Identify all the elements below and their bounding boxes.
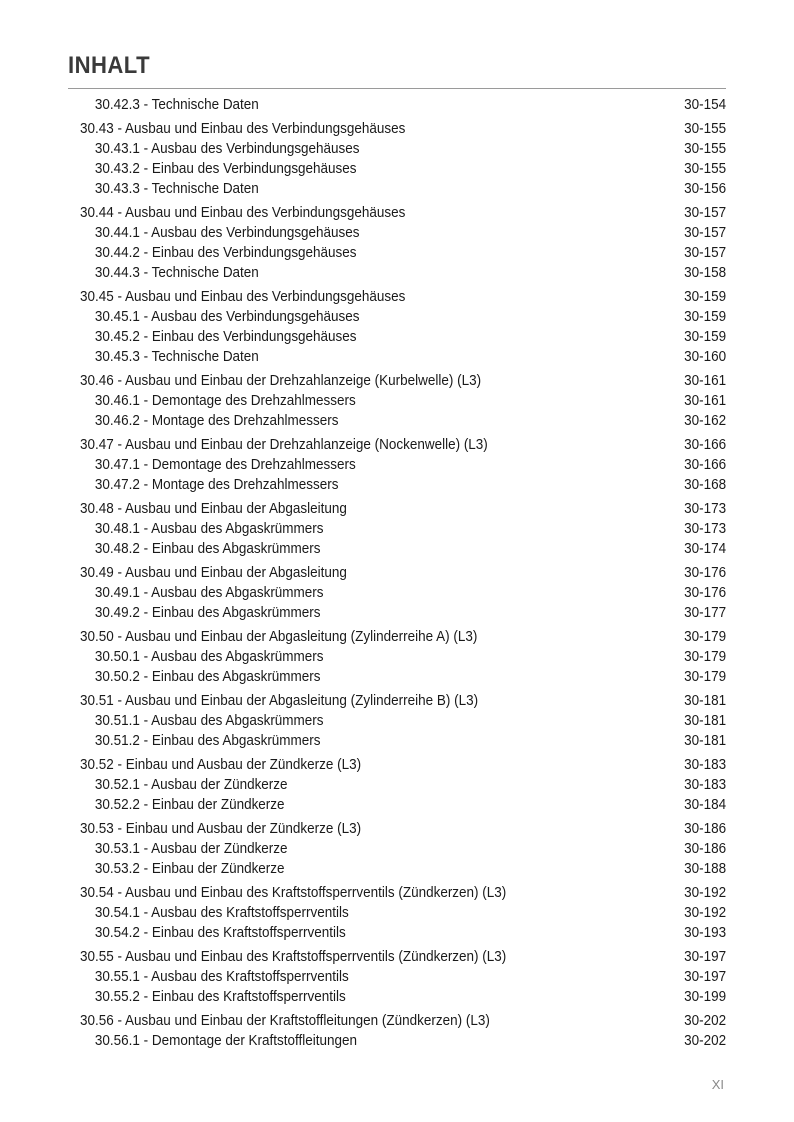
toc-subentry[interactable] bbox=[80, 1031, 726, 1051]
page-number: XI bbox=[711, 1077, 724, 1092]
table-of-contents bbox=[80, 95, 726, 1055]
toc-entry-page: 30-202 bbox=[684, 1013, 726, 1029]
toc-entry[interactable] bbox=[80, 203, 726, 223]
toc-entry[interactable] bbox=[80, 371, 726, 391]
toc-entry-page: 30-176 bbox=[684, 585, 726, 601]
toc-entry-page: 30-173 bbox=[684, 521, 726, 537]
toc-entry-page: 30-174 bbox=[684, 541, 726, 557]
toc-subentry[interactable] bbox=[80, 159, 726, 179]
toc-entry-page: 30-186 bbox=[684, 821, 726, 837]
toc-entry-page: 30-176 bbox=[684, 565, 726, 581]
toc-subentry[interactable] bbox=[80, 667, 726, 687]
toc-subentry[interactable] bbox=[80, 859, 726, 879]
toc-entry-page: 30-177 bbox=[684, 605, 726, 621]
toc-entry-page: 30-159 bbox=[684, 329, 726, 345]
toc-entry-page: 30-192 bbox=[684, 885, 726, 901]
toc-entry-title: 30.48 - Ausbau und Einbau der Abgasleitung bbox=[80, 501, 347, 517]
toc-entry[interactable] bbox=[80, 287, 726, 307]
toc-section bbox=[80, 627, 726, 687]
toc-entry-title: 30.46.1 - Demontage des Drehzahlmessers bbox=[94, 393, 356, 409]
toc-entry-page: 30-157 bbox=[684, 225, 726, 241]
toc-section bbox=[80, 95, 726, 115]
toc-subentry[interactable] bbox=[80, 583, 726, 603]
toc-entry[interactable] bbox=[80, 563, 726, 583]
toc-entry-page: 30-173 bbox=[684, 501, 726, 517]
toc-entry-page: 30-159 bbox=[684, 289, 726, 305]
toc-entry-page: 30-188 bbox=[684, 861, 726, 877]
toc-entry-title: 30.50.2 - Einbau des Abgaskrümmers bbox=[94, 669, 321, 685]
toc-entry-title: 30.50.1 - Ausbau des Abgaskrümmers bbox=[94, 649, 324, 665]
toc-entry-title: 30.49.2 - Einbau des Abgaskrümmers bbox=[94, 605, 321, 621]
toc-entry[interactable] bbox=[80, 119, 726, 139]
toc-entry[interactable] bbox=[80, 819, 726, 839]
toc-entry-page: 30-168 bbox=[684, 477, 726, 493]
toc-entry-title: 30.45.1 - Ausbau des Verbindungsgehäuses bbox=[94, 309, 360, 325]
page-title: INHALT bbox=[68, 52, 151, 79]
toc-subentry[interactable] bbox=[80, 903, 726, 923]
toc-section bbox=[80, 499, 726, 559]
toc-entry-title: 30.54.2 - Einbau des Kraftstoffsperrventils bbox=[94, 925, 346, 941]
toc-subentry[interactable] bbox=[80, 967, 726, 987]
toc-subentry[interactable] bbox=[80, 307, 726, 327]
toc-entry[interactable] bbox=[80, 499, 726, 519]
toc-entry-title: 30.56 - Ausbau und Einbau der Kraftstoffleitungen (Zündkerzen) (L3) bbox=[80, 1013, 490, 1029]
toc-entry[interactable] bbox=[80, 691, 726, 711]
toc-subentry[interactable] bbox=[80, 347, 726, 367]
toc-entry-title: 30.45.2 - Einbau des Verbindungsgehäuses bbox=[94, 329, 357, 345]
toc-entry-title: 30.43.3 - Technische Daten bbox=[94, 181, 259, 197]
toc-subentry[interactable] bbox=[80, 263, 726, 283]
toc-entry-title: 30.43.2 - Einbau des Verbindungsgehäuses bbox=[94, 161, 357, 177]
toc-entry[interactable] bbox=[80, 435, 726, 455]
toc-entry-page: 30-160 bbox=[684, 349, 726, 365]
toc-entry[interactable] bbox=[80, 755, 726, 775]
toc-entry-page: 30-199 bbox=[684, 989, 726, 1005]
toc-entry-page: 30-159 bbox=[684, 309, 726, 325]
toc-entry-page: 30-157 bbox=[684, 245, 726, 261]
toc-entry-title: 30.54 - Ausbau und Einbau des Kraftstoffsperrventils (Zündkerzen) (L3) bbox=[80, 885, 507, 901]
toc-entry-title: 30.51.1 - Ausbau des Abgaskrümmers bbox=[94, 713, 324, 729]
toc-entry-page: 30-181 bbox=[684, 733, 726, 749]
toc-entry-title: 30.49 - Ausbau und Einbau der Abgasleitung bbox=[80, 565, 347, 581]
toc-entry-title: 30.44.3 - Technische Daten bbox=[94, 265, 259, 281]
toc-subentry[interactable] bbox=[80, 455, 726, 475]
toc-entry-title: 30.55 - Ausbau und Einbau des Kraftstoffsperrventils (Zündkerzen) (L3) bbox=[80, 949, 507, 965]
toc-entry-page: 30-179 bbox=[684, 629, 726, 645]
toc-entry-title: 30.48.2 - Einbau des Abgaskrümmers bbox=[94, 541, 321, 557]
toc-subentry[interactable] bbox=[80, 603, 726, 623]
toc-entry[interactable] bbox=[80, 883, 726, 903]
toc-entry-page: 30-161 bbox=[684, 393, 726, 409]
toc-section bbox=[80, 755, 726, 815]
toc-entry-page: 30-181 bbox=[684, 713, 726, 729]
toc-entry-page: 30-166 bbox=[684, 457, 726, 473]
toc-entry-page: 30-154 bbox=[684, 97, 726, 113]
toc-section bbox=[80, 691, 726, 751]
toc-entry[interactable] bbox=[80, 947, 726, 967]
toc-entry-title: 30.44 - Ausbau und Einbau des Verbindungsgehäuses bbox=[80, 205, 406, 221]
toc-subentry[interactable] bbox=[80, 139, 726, 159]
toc-entry-page: 30-179 bbox=[684, 669, 726, 685]
toc-entry-page: 30-197 bbox=[684, 969, 726, 985]
toc-section bbox=[80, 435, 726, 495]
toc-subentry[interactable] bbox=[80, 731, 726, 751]
toc-section bbox=[80, 287, 726, 367]
toc-entry-page: 30-166 bbox=[684, 437, 726, 453]
toc-section bbox=[80, 203, 726, 283]
toc-entry-title: 30.45.3 - Technische Daten bbox=[94, 349, 259, 365]
toc-entry-title: 30.45 - Ausbau und Einbau des Verbindungsgehäuses bbox=[80, 289, 406, 305]
toc-subentry[interactable] bbox=[80, 839, 726, 859]
toc-section bbox=[80, 563, 726, 623]
toc-entry[interactable] bbox=[80, 1011, 726, 1031]
toc-section bbox=[80, 947, 726, 1007]
toc-subentry[interactable] bbox=[80, 391, 726, 411]
toc-subentry[interactable] bbox=[80, 243, 726, 263]
toc-entry-title: 30.47 - Ausbau und Einbau der Drehzahlanzeige (Nockenwelle) (L3) bbox=[80, 437, 488, 453]
toc-entry-title: 30.46 - Ausbau und Einbau der Drehzahlanzeige (Kurbelwelle) (L3) bbox=[80, 373, 482, 389]
toc-entry-title: 30.44.2 - Einbau des Verbindungsgehäuses bbox=[94, 245, 357, 261]
toc-entry-title: 30.56.1 - Demontage der Kraftstoffleitungen bbox=[94, 1033, 358, 1049]
toc-entry[interactable] bbox=[80, 627, 726, 647]
toc-entry-page: 30-155 bbox=[684, 121, 726, 137]
toc-entry-page: 30-202 bbox=[684, 1033, 726, 1049]
toc-entry-title: 30.55.2 - Einbau des Kraftstoffsperrventils bbox=[94, 989, 346, 1005]
toc-section bbox=[80, 371, 726, 431]
toc-section bbox=[80, 119, 726, 199]
title-divider bbox=[68, 88, 726, 89]
toc-entry-page: 30-179 bbox=[684, 649, 726, 665]
toc-entry-title: 30.55.1 - Ausbau des Kraftstoffsperrventils bbox=[94, 969, 349, 985]
toc-subentry[interactable] bbox=[80, 223, 726, 243]
toc-subentry[interactable] bbox=[80, 775, 726, 795]
toc-entry-page: 30-197 bbox=[684, 949, 726, 965]
toc-entry-page: 30-183 bbox=[684, 777, 726, 793]
toc-entry-title: 30.44.1 - Ausbau des Verbindungsgehäuses bbox=[94, 225, 360, 241]
toc-entry-title: 30.43 - Ausbau und Einbau des Verbindungsgehäuses bbox=[80, 121, 406, 137]
toc-entry-title: 30.52 - Einbau und Ausbau der Zündkerze (L3) bbox=[80, 757, 362, 773]
toc-entry-page: 30-155 bbox=[684, 161, 726, 177]
toc-subentry[interactable] bbox=[80, 327, 726, 347]
toc-subentry[interactable] bbox=[80, 475, 726, 495]
toc-entry-title: 30.52.2 - Einbau der Zündkerze bbox=[94, 797, 285, 813]
toc-entry-page: 30-161 bbox=[684, 373, 726, 389]
toc-entry-title: 30.46.2 - Montage des Drehzahlmessers bbox=[94, 413, 339, 429]
toc-entry-title: 30.54.1 - Ausbau des Kraftstoffsperrventils bbox=[94, 905, 349, 921]
toc-entry-title: 30.48.1 - Ausbau des Abgaskrümmers bbox=[94, 521, 324, 537]
toc-entry-title: 30.53.2 - Einbau der Zündkerze bbox=[94, 861, 285, 877]
toc-subentry[interactable] bbox=[80, 519, 726, 539]
toc-entry-title: 30.50 - Ausbau und Einbau der Abgasleitung (Zylinderreihe A) (L3) bbox=[80, 629, 478, 645]
toc-entry-page: 30-183 bbox=[684, 757, 726, 773]
toc-entry-title: 30.51.2 - Einbau des Abgaskrümmers bbox=[94, 733, 321, 749]
toc-subentry[interactable] bbox=[80, 179, 726, 199]
toc-entry-page: 30-186 bbox=[684, 841, 726, 857]
toc-entry-title: 30.49.1 - Ausbau des Abgaskrümmers bbox=[94, 585, 324, 601]
toc-subentry[interactable] bbox=[80, 95, 726, 115]
toc-subentry[interactable] bbox=[80, 923, 726, 943]
toc-section bbox=[80, 1011, 726, 1051]
toc-entry-title: 30.47.2 - Montage des Drehzahlmessers bbox=[94, 477, 339, 493]
toc-entry-page: 30-157 bbox=[684, 205, 726, 221]
toc-subentry[interactable] bbox=[80, 411, 726, 431]
toc-subentry[interactable] bbox=[80, 795, 726, 815]
toc-entry-page: 30-192 bbox=[684, 905, 726, 921]
toc-entry-page: 30-158 bbox=[684, 265, 726, 281]
toc-entry-page: 30-156 bbox=[684, 181, 726, 197]
toc-section bbox=[80, 883, 726, 943]
toc-entry-page: 30-162 bbox=[684, 413, 726, 429]
toc-entry-title: 30.43.1 - Ausbau des Verbindungsgehäuses bbox=[94, 141, 360, 157]
toc-entry-page: 30-155 bbox=[684, 141, 726, 157]
toc-subentry[interactable] bbox=[80, 711, 726, 731]
toc-subentry[interactable] bbox=[80, 647, 726, 667]
toc-section bbox=[80, 819, 726, 879]
toc-entry-page: 30-184 bbox=[684, 797, 726, 813]
toc-entry-title: 30.51 - Ausbau und Einbau der Abgasleitung (Zylinderreihe B) (L3) bbox=[80, 693, 479, 709]
toc-entry-title: 30.53 - Einbau und Ausbau der Zündkerze (L3) bbox=[80, 821, 362, 837]
toc-entry-title: 30.42.3 - Technische Daten bbox=[94, 97, 259, 113]
toc-subentry[interactable] bbox=[80, 539, 726, 559]
toc-entry-page: 30-193 bbox=[684, 925, 726, 941]
toc-subentry[interactable] bbox=[80, 987, 726, 1007]
toc-entry-title: 30.53.1 - Ausbau der Zündkerze bbox=[94, 841, 288, 857]
toc-entry-page: 30-181 bbox=[684, 693, 726, 709]
toc-entry-title: 30.52.1 - Ausbau der Zündkerze bbox=[94, 777, 288, 793]
toc-entry-title: 30.47.1 - Demontage des Drehzahlmessers bbox=[94, 457, 356, 473]
